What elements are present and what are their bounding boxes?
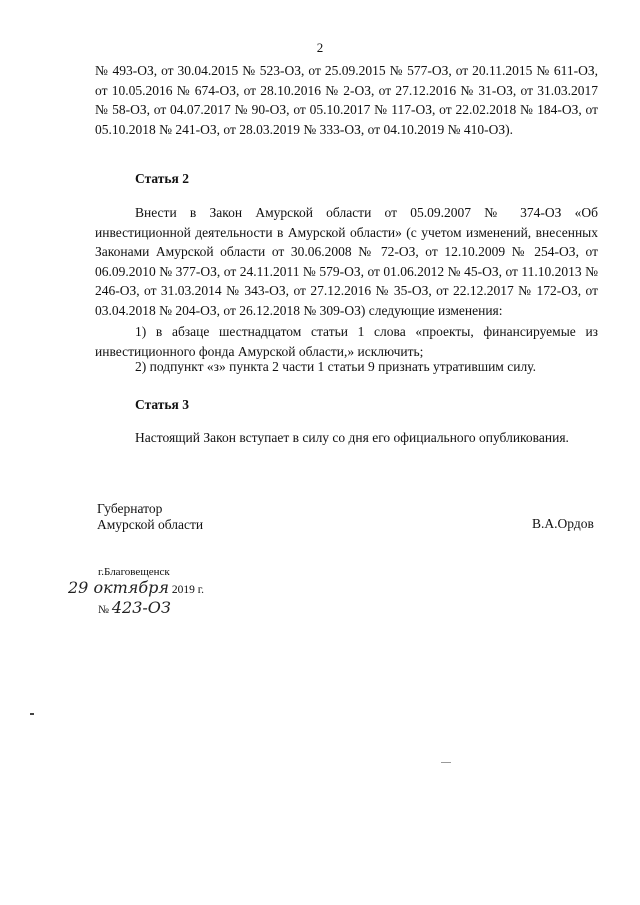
signatory-title bbox=[97, 501, 203, 533]
handwritten-date: 29 октября bbox=[68, 578, 169, 597]
article-3-paragraph: Настоящий Закон вступает в силу со дня его официального опубликования. bbox=[135, 430, 569, 445]
law-number bbox=[98, 598, 171, 617]
article-2-heading: Статья 2 bbox=[135, 171, 189, 186]
scan-speck bbox=[30, 713, 34, 715]
intro-paragraph: № 493-ОЗ, от 30.04.2015 № 523-ОЗ, от 25.09.2015 № 577-ОЗ, от 20.11.2015 № 611-ОЗ, от 10.05.2016 № 674-ОЗ, от 28.10.2016 № 2-ОЗ, от 27.12.2016 № 31-ОЗ, от 31.03.2017 № 58-ОЗ, от 04.07.2017 № 90-ОЗ, от 05.10.2017 № 117-ОЗ, от 22.02.2018 № 184-ОЗ, от 05.10.2018 № 241-ОЗ, от 28.03.2019 № 333-ОЗ, от 04.10.2019 № 410-ОЗ). bbox=[95, 63, 598, 137]
scan-speck bbox=[441, 762, 451, 763]
signing-date bbox=[68, 578, 204, 597]
article-2-item-2: 2) подпункт «з» пункта 2 части 1 статьи 9 признать утратившим силу. bbox=[135, 359, 536, 374]
article-2-paragraph: Внести в Закон Амурской области от 05.09.2007 № 374-ОЗ «Об инвестиционной деятельности в Амурской области» (с учетом изменений, внесенных Законами Амурской области от 30.06.2008 № 72-ОЗ, от 12.10.2009 № 254-ОЗ, от 06.09.2010 № 377-ОЗ, от 24.11.2011 № 579-ОЗ, от 01.06.2012 № 45-ОЗ, от 11.10.2013 № 246-ОЗ, от 31.03.2014 № 343-ОЗ, от 27.12.2016 № 35-ОЗ, от 22.12.2017 № 172-ОЗ, от 03.04.2018 № 204-ОЗ, от 26.12.2018 № 309-ОЗ) следующие изменения: bbox=[95, 205, 598, 318]
page-number: 2 bbox=[316, 40, 324, 55]
signatory-title-line-1: Губернатор bbox=[97, 501, 163, 516]
article-2-item-1: 1) в абзаце шестнадцатом статьи 1 слова «проекты, финансируемые из инвестиционного фонда Амурской области,» исключить; bbox=[95, 324, 598, 359]
number-prefix: № bbox=[98, 604, 109, 616]
signatory-name: В.А.Ордов bbox=[532, 516, 594, 531]
handwritten-number: 423-ОЗ bbox=[111, 598, 171, 617]
place-of-signing: г.Благовещенск bbox=[98, 566, 170, 578]
article-3-heading: Статья 3 bbox=[135, 397, 189, 412]
signatory-title-line-2: Амурской области bbox=[97, 517, 204, 532]
date-year: 2019 г. bbox=[171, 584, 205, 596]
